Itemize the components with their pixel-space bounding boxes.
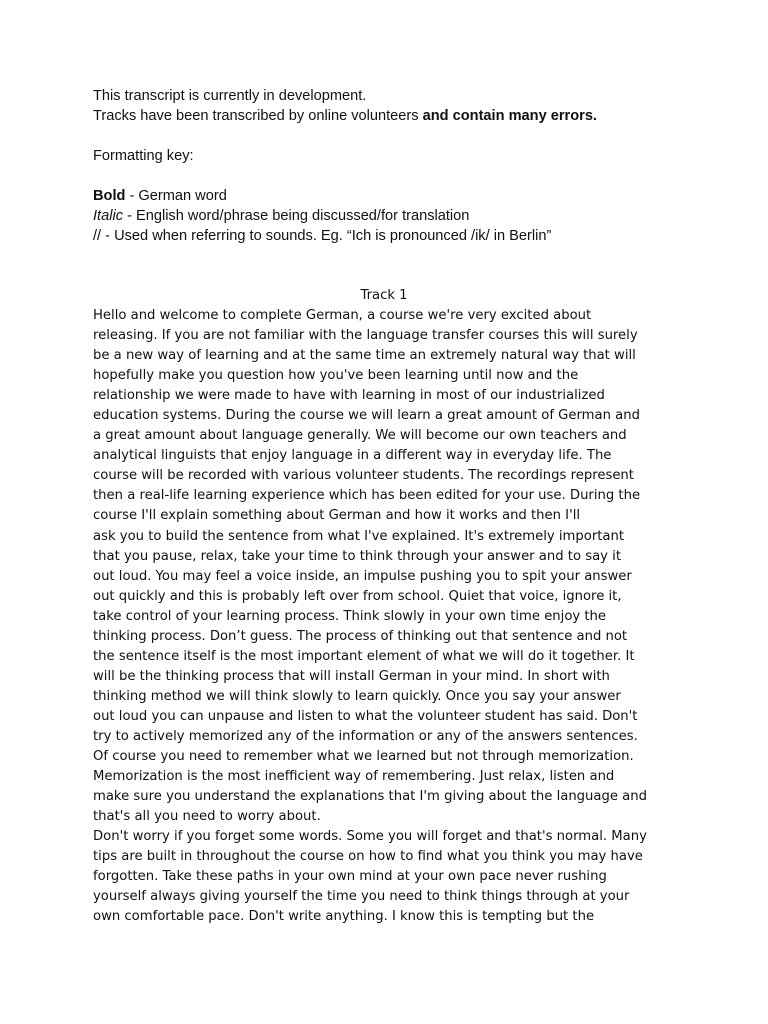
transcript-line: that's all you need to worry about. bbox=[93, 809, 321, 825]
transcript-line: take control of your learning process. Think slowly in your own time enjoy the bbox=[93, 608, 607, 624]
development-notice: This transcript is currently in development. bbox=[93, 88, 367, 104]
transcript-line: out loud you can unpause and listen to what the volunteer student has said. Don't bbox=[93, 708, 638, 724]
transcript-line: try to actively memorized any of the information or any of the answers sentences. bbox=[93, 728, 638, 744]
transcript-line: course I'll explain something about German and how it works and then I'll bbox=[93, 508, 581, 524]
transcript-line: out quickly and this is probably left over from school. Quiet that voice, ignore it, bbox=[93, 588, 622, 604]
errors-notice-text: Tracks have been transcribed by online volunteers bbox=[93, 108, 423, 124]
transcript-line: ask you to build the sentence from what I've explained. It's extremely important bbox=[93, 528, 625, 544]
spacer bbox=[93, 166, 693, 186]
transcript-line: will be the thinking process that will install German in your mind. In short with bbox=[93, 668, 610, 684]
key-italic-desc: - English word/phrase being discussed/for translation bbox=[123, 208, 470, 224]
transcript-line: out loud. You may feel a voice inside, an impulse pushing you to spit your answer bbox=[93, 568, 632, 584]
transcript-line: the sentence itself is the most important element of what we will do it together. It bbox=[93, 648, 635, 664]
transcript-line: own comfortable pace. Don't write anything. I know this is tempting but the bbox=[93, 909, 595, 925]
track-title: Track 1 bbox=[360, 288, 408, 303]
errors-notice-bold: and contain many errors. bbox=[422, 108, 597, 124]
transcript-line: thinking process. Don’t guess. The process of thinking out that sentence and not bbox=[93, 628, 628, 644]
key-italic bbox=[93, 206, 693, 226]
transcript-line: relationship we were made to have with learning in most of our industrialized bbox=[93, 388, 605, 404]
transcript-line: analytical linguists that enjoy language in a different way in everyday life. The bbox=[93, 448, 612, 464]
transcript-line: course will be recorded with various volunteer students. The recordings represent bbox=[93, 468, 634, 484]
transcript-line: yourself always giving yourself the time you need to think things through at your bbox=[93, 889, 630, 905]
transcript-line: be a new way of learning and at the same time an extremely natural way that will bbox=[93, 348, 636, 364]
key-bold bbox=[93, 186, 693, 206]
transcript-line: thinking method we will think slowly to learn quickly. Once you say your answer bbox=[93, 688, 621, 704]
transcript-body bbox=[93, 306, 683, 927]
transcript-line: Memorization is the most inefficient way of remembering. Just relax, listen and bbox=[93, 769, 615, 785]
transcript-line: forgotten. Take these paths in your own mind at your own pace never rushing bbox=[93, 869, 607, 885]
errors-notice bbox=[93, 106, 693, 126]
transcript-line: Of course you need to remember what we learned but not through memorization. bbox=[93, 749, 634, 765]
transcript-line: tips are built in throughout the course on how to find what you think you may have bbox=[93, 849, 643, 865]
transcript-line: a great amount about language generally. We will become our own teachers and bbox=[93, 428, 627, 444]
key-italic-term: Italic bbox=[93, 208, 124, 224]
intro-section bbox=[93, 86, 693, 246]
transcript-line: education systems. During the course we will learn a great amount of German and bbox=[93, 408, 640, 424]
key-bold-term: Bold bbox=[93, 188, 126, 204]
transcript-line: make sure you understand the explanations that I'm giving about the language and bbox=[93, 789, 647, 805]
spacer bbox=[93, 126, 693, 146]
transcript-line: that you pause, relax, take your time to think through your answer and to say it bbox=[93, 548, 622, 564]
key-bold-desc: - German word bbox=[125, 188, 227, 204]
transcript-line: Don't worry if you forget some words. Some you will forget and that's normal. Many bbox=[93, 829, 647, 845]
transcript-line: releasing. If you are not familiar with the language transfer courses this will surely bbox=[93, 328, 638, 344]
transcript-line: then a real-life learning experience which has been edited for your use. During the bbox=[93, 488, 641, 504]
formatting-key-heading: Formatting key: bbox=[93, 148, 194, 164]
key-slash: // - Used when referring to sounds. Eg. “Ich is pronounced /ik/ in Berlin” bbox=[93, 228, 552, 244]
transcript-line: Hello and welcome to complete German, a course we're very excited about bbox=[93, 308, 592, 323]
transcript-line: hopefully make you question how you've been learning until now and the bbox=[93, 368, 579, 384]
